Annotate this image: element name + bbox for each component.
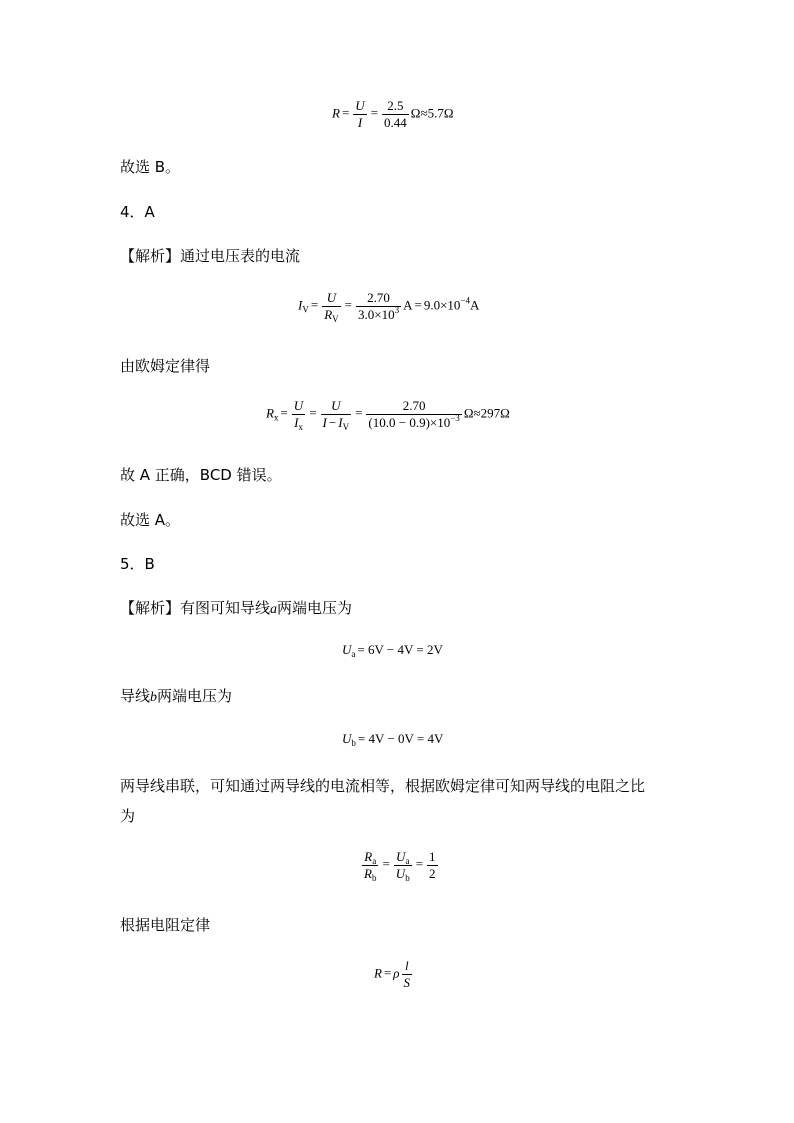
- wire-b-voltage-intro: 导线b两端电压为: [120, 687, 233, 705]
- fraction-u-over-i: $\frac{U}{I}$: [355, 98, 365, 130]
- fraction-l-over-s: $\frac{l}{S}$: [403, 958, 411, 990]
- fraction-u-over-ix: $\frac{U}{I_x}$: [293, 398, 304, 432]
- formula-resistance-law: R = ρ $\frac{l}{S}$: [374, 958, 411, 990]
- formula-resistance-calc: R = $\frac{U}{I}$ = $\frac{2.5}{0.44}$ Ω≈5.7Ω: [332, 98, 454, 130]
- answer-choose-a: 故选 A。: [120, 511, 181, 529]
- var-r: R: [332, 105, 340, 121]
- answer-choose-b: 故选 B。: [120, 158, 181, 176]
- fraction-values: $\frac{2.70}{3.0\times 10^3}$: [357, 290, 400, 322]
- conclusion-a-correct: 故 A 正确，BCD 错误。: [120, 466, 282, 484]
- formula-resistance-ratio: $\frac{R_a}{R_b}$ = $\frac{U_a}{U_b}$ = $\frac{1}{2}$: [364, 849, 436, 883]
- formula-ua: $U_a = 6V - 4V = 2V$: [342, 642, 443, 659]
- question-4-answer: 4．A: [120, 203, 155, 221]
- fraction-values: $\frac{2.70}{(10.0 - 0.9)\times 10^{-3}}$: [368, 398, 460, 430]
- fraction-ua-over-ub: $\frac{U_a}{U_b}$: [395, 849, 410, 883]
- fraction-values: $\frac{2.5}{0.44}$: [384, 98, 407, 130]
- question-4-analysis: 【解析】通过电压表的电流: [120, 247, 301, 265]
- series-explanation-line2: 为: [120, 807, 136, 825]
- question-5-analysis: 【解析】有图可知导线a两端电压为: [120, 599, 353, 617]
- series-explanation-line1: 两导线串联，可知通过两导线的电流相等，根据欧姆定律可知两导线的电阻之比: [120, 777, 646, 795]
- resistance-law-intro: 根据电阻定律: [120, 916, 211, 934]
- fraction-u-over-i-minus-iv: $\frac{U}{I - I_V}$: [322, 398, 350, 432]
- formula-rx: $R_x$ = $\frac{U}{I_x}$ = $\frac{U}{I - I_V}$ = $\frac{2.70}{(10.0 - 0.9)\times 10^{-3}}$ Ω≈297Ω: [266, 398, 510, 432]
- fraction-u-over-rv: $\frac{U}{R_V}$: [324, 290, 339, 324]
- formula-ub: $U_b = 4V - 0V = 4V$: [342, 731, 444, 748]
- fraction-one-half: $\frac{1}{2}$: [429, 849, 436, 881]
- question-5-answer: 5．B: [120, 555, 155, 573]
- formula-voltmeter-current: $I_V$ = $\frac{U}{R_V}$ = $\frac{2.70}{3.0\times 10^3}$ $A = 9.0\times 10^{-4}A$: [298, 290, 480, 324]
- fraction-ra-over-rb: $\frac{R_a}{R_b}$: [364, 849, 377, 883]
- ohm-law-intro: 由欧姆定律得: [120, 357, 211, 375]
